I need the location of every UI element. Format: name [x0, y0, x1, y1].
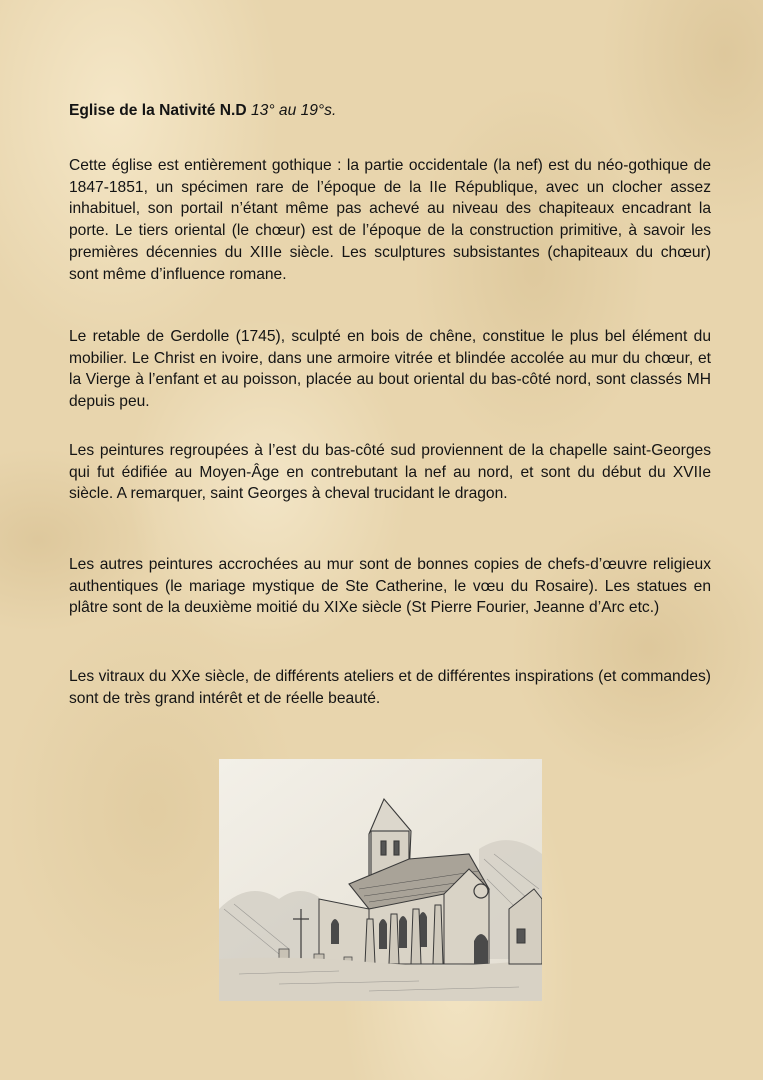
title-main: Eglise de la Nativité N.D — [69, 102, 247, 119]
paragraph-vitraux: Les vitraux du XXe siècle, de différents ateliers et de différentes inspirations (et commandes) sont de très grand intérêt et de réelle beauté. — [69, 668, 711, 707]
title-dates: 13° au 19°s. — [246, 102, 337, 119]
church-sketch-drawing — [219, 759, 542, 1001]
paragraph-retable: Le retable de Gerdolle (1745), sculpté en bois de chêne, constitue le plus bel élément du mobilier. Le Christ en ivoire, dans une armoire vitrée et blindée accolée au mur du chœur, et la Vierge à l’enfant et au poisson, placée au bout oriental du bas-côté nord, sont classés MH depuis peu. — [69, 328, 711, 411]
paragraph-peintures: Les peintures regroupées à l’est du bas-côté sud proviennent de la chapelle saint-Georges qui fut édifiée au Moyen-Âge en contrebutant la nef au nord, et sont du début du XVIIe siècle. A remarquer, saint Georges à cheval trucidant le dragon. — [69, 442, 711, 503]
church-sketch-image — [219, 759, 542, 1001]
page-title — [69, 101, 336, 121]
paragraph-autres-peintures: Les autres peintures accrochées au mur sont de bonnes copies de chefs-d’œuvre religieux authentiques (le mariage mystique de Ste Catherine, le vœu du Rosaire). Les statues en plâtre sont de la deuxième moitié du XIXe siècle (St Pierre Fourier, Jeanne d’Arc etc.) — [69, 556, 711, 617]
paragraph-architecture: Cette église est entièrement gothique : la partie occidentale (la nef) est du néo-gothique de 1847-1851, un spécimen rare de l’époque de la IIe République, avec un clocher assez inhabituel, son portail n’étant même pas achevé au niveau des chapiteaux encadrant la porte. Le tiers oriental (le chœur) est de l’époque de la construction primitive, à savoir les premières décennies du XIIIe siècle. Les sculptures subsistantes (chapiteaux du chœur) sont même d’influence romane. — [69, 157, 711, 283]
